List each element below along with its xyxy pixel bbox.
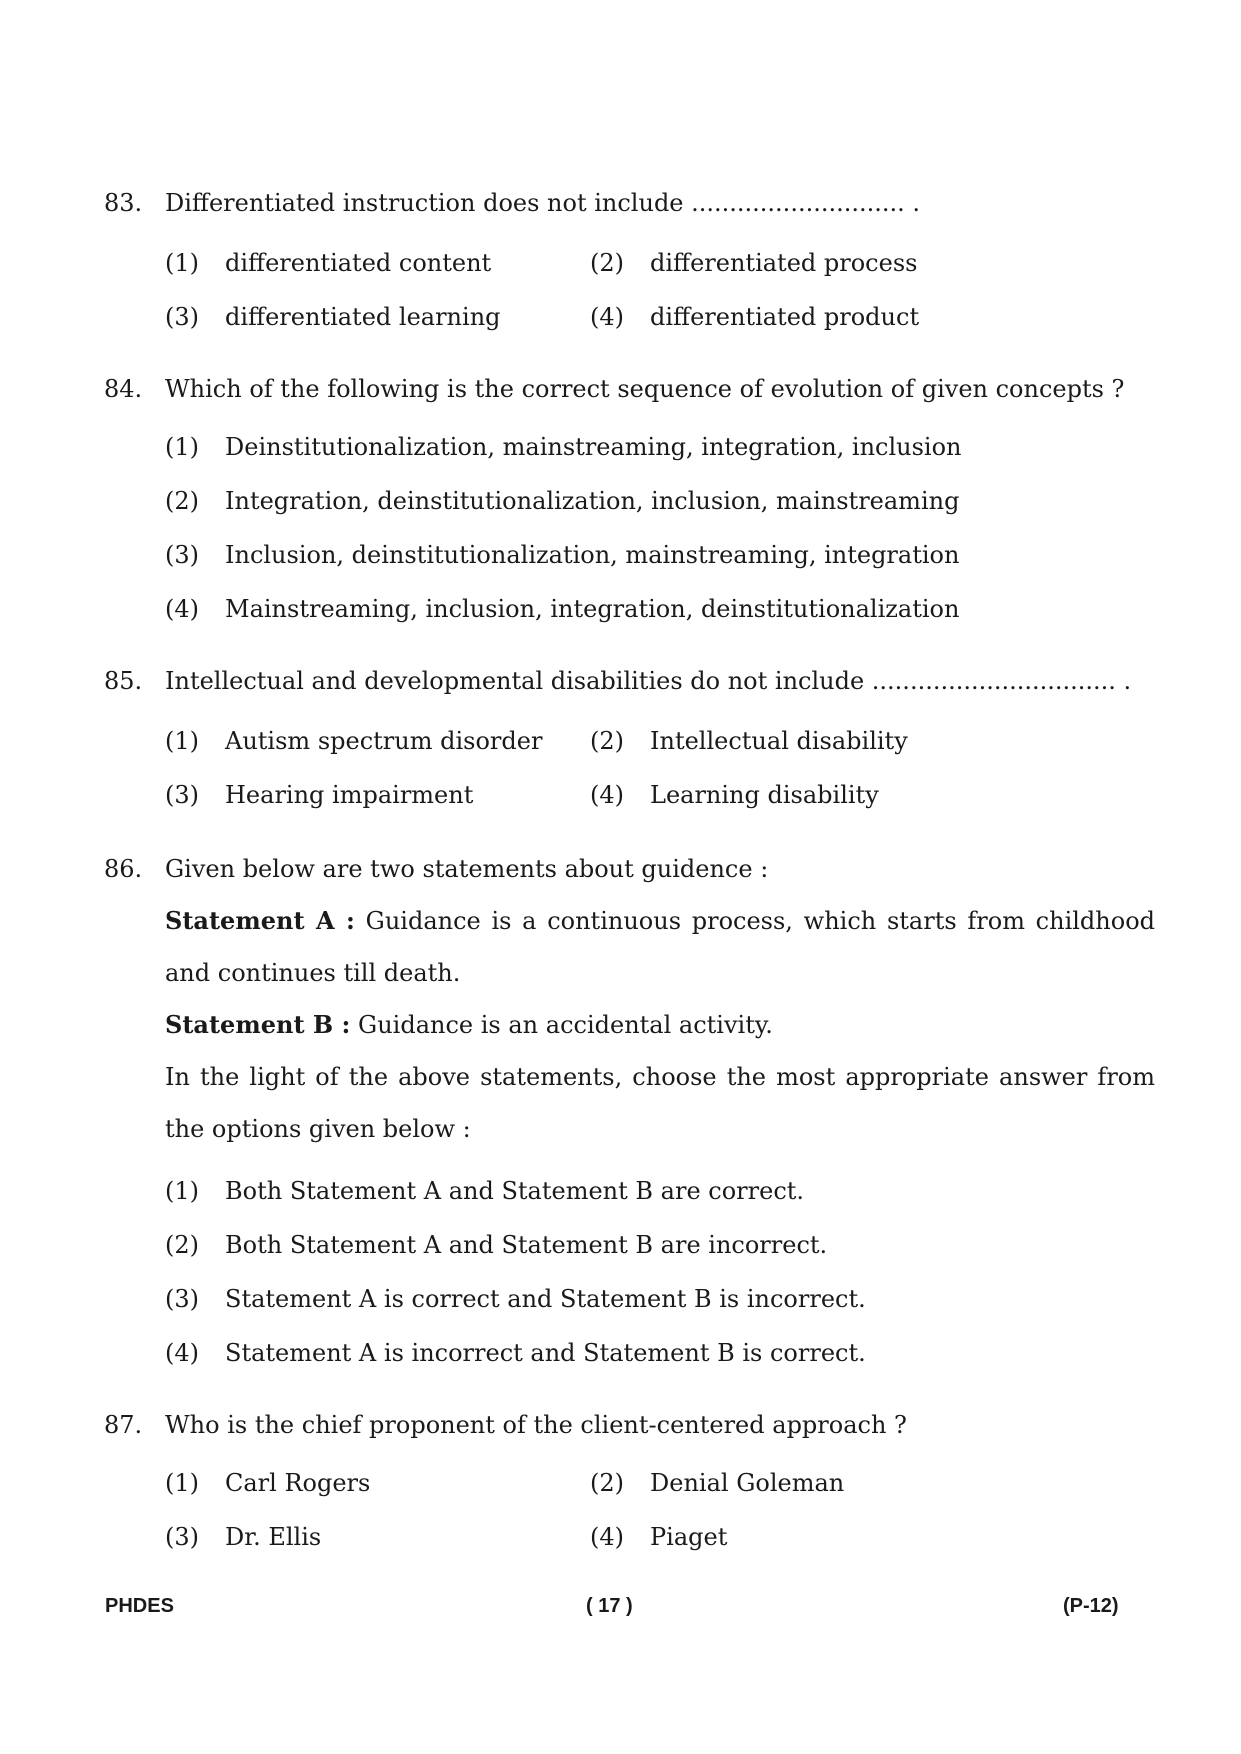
option-number: (1) [165, 727, 199, 755]
option-text: Piaget [650, 1523, 728, 1551]
option-number: (1) [165, 1177, 199, 1205]
option-number: (3) [165, 303, 199, 331]
option-number: (4) [165, 1339, 199, 1367]
question-number: 86. [104, 855, 143, 883]
question-number: 87. [104, 1411, 143, 1439]
option-number: (1) [165, 249, 199, 277]
option-text: Statement A is correct and Statement B is incorrect. [225, 1285, 866, 1313]
question-number: 84. [104, 375, 143, 403]
option-text: Carl Rogers [225, 1469, 371, 1497]
statement-a-label: Statement A : [165, 906, 355, 935]
option-text: differentiated product [650, 303, 920, 331]
question-number: 83. [104, 189, 143, 217]
footer-code: PHDES [105, 1595, 174, 1617]
footer-set-code: (P-12) [1063, 1595, 1119, 1617]
option-number: (2) [165, 1231, 199, 1259]
option-text: Mainstreaming, inclusion, integration, deinstitutionalization [225, 595, 960, 623]
option-text: Both Statement A and Statement B are incorrect. [225, 1231, 828, 1259]
statement-b [165, 999, 1155, 1051]
instruction-text: In the light of the above statements, choose the most appropriate answer from the options given below : [165, 1063, 1155, 1143]
option-text: Statement A is incorrect and Statement B is correct. [225, 1339, 866, 1367]
option-number: (3) [165, 541, 199, 569]
question-text: Which of the following is the correct sequence of evolution of given concepts ? [165, 375, 1125, 403]
option-number: (2) [590, 727, 624, 755]
option-number: (2) [165, 487, 199, 515]
option-number: (1) [165, 1469, 199, 1497]
option-text: Hearing impairment [225, 781, 474, 809]
question-text: Given below are two statements about guidence : [165, 855, 769, 883]
question-text: Intellectual and developmental disabilities do not include ................................ . [165, 667, 1132, 695]
question-text: Differentiated instruction does not include ............................ . [165, 189, 921, 217]
option-text: Both Statement A and Statement B are correct. [225, 1177, 805, 1205]
option-number: (3) [165, 1285, 199, 1313]
option-number: (3) [165, 1523, 199, 1551]
option-number: (1) [165, 433, 199, 461]
option-text: Inclusion, deinstitutionalization, mainstreaming, integration [225, 541, 960, 569]
statement-b-label: Statement B : [165, 1010, 351, 1039]
option-text: Deinstitutionalization, mainstreaming, integration, inclusion [225, 433, 962, 461]
option-text: Learning disability [650, 781, 879, 809]
option-text: Denial Goleman [650, 1469, 845, 1497]
question-number: 85. [104, 667, 143, 695]
option-number: (4) [165, 595, 199, 623]
option-text: Dr. Ellis [225, 1523, 322, 1551]
option-text: differentiated content [225, 249, 492, 277]
option-number: (4) [590, 781, 624, 809]
question-text: Who is the chief proponent of the client-centered approach ? [165, 1411, 907, 1439]
statement-b-text: Guidance is an accidental activity. [358, 1011, 773, 1039]
option-text: Autism spectrum disorder [225, 727, 543, 755]
footer-page-number: ( 17 ) [586, 1595, 633, 1617]
statement-a-text: Guidance is a continuous process, which starts from childhood and continues till death. [165, 907, 1156, 987]
option-number: (2) [590, 249, 624, 277]
statement-a [165, 895, 1155, 999]
option-text: Integration, deinstitutionalization, inclusion, mainstreaming [225, 487, 960, 515]
option-text: differentiated process [650, 249, 918, 277]
option-number: (2) [590, 1469, 624, 1497]
option-number: (3) [165, 781, 199, 809]
option-number: (4) [590, 1523, 624, 1551]
option-text: Intellectual disability [650, 727, 908, 755]
option-text: differentiated learning [225, 303, 501, 331]
option-number: (4) [590, 303, 624, 331]
